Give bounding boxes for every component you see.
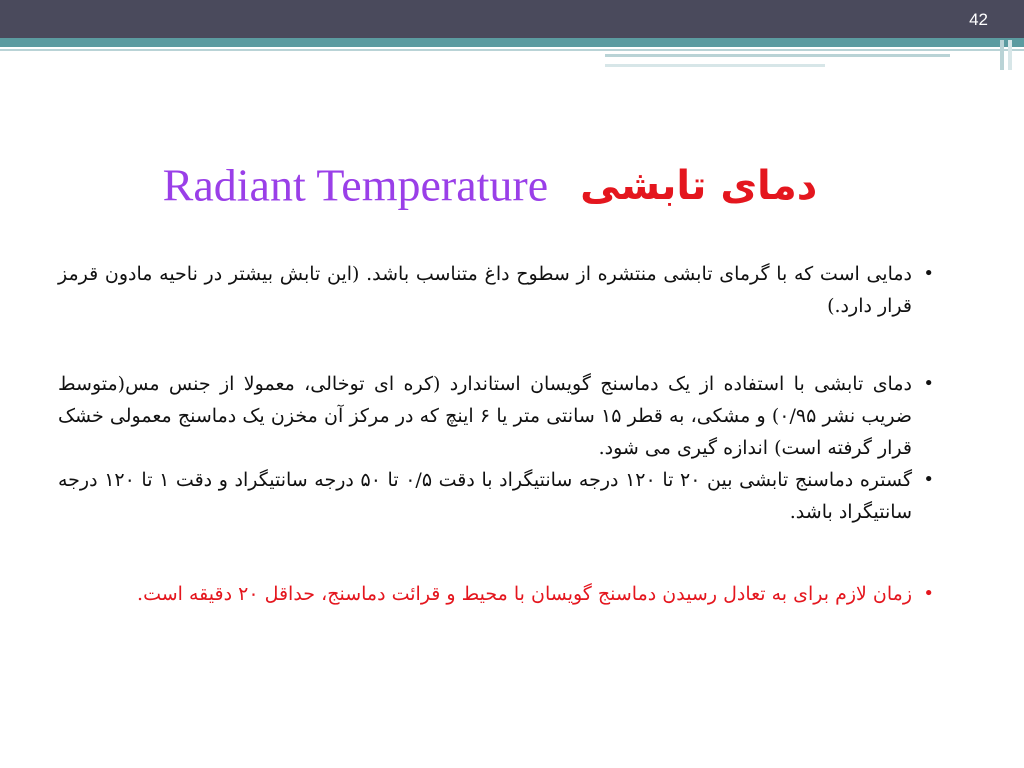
slide-number: 42: [969, 10, 988, 29]
bullet-text: زمان لازم برای به تعادل رسیدن دماسنج گویسان با محیط و قرائت دماسنج، حداقل ۲۰ دقیقه است.: [137, 583, 912, 605]
bullet-icon: •: [923, 373, 934, 394]
title-english: Radiant Temperature: [162, 159, 549, 211]
title-persian: دمای تابشی: [580, 162, 818, 209]
bullet-text: گستره دماسنج تابشی بین ۲۰ تا ۱۲۰ درجه سانتیگراد با دقت ۰/۵ تا ۵۰ درجه سانتیگراد و دقت ۱ تا ۱۲۰ درجه سانتیگراد باشد.: [58, 469, 913, 523]
bullet-item-highlighted: [58, 578, 934, 610]
bullet-item: [58, 258, 934, 322]
bullet-list: [58, 258, 934, 610]
decorative-vertical-bar: [1008, 40, 1012, 70]
bullet-icon: •: [923, 469, 934, 490]
header-divider-line: [0, 49, 1024, 51]
bullet-icon: •: [923, 263, 934, 284]
bullet-text: دمایی است که با گرمای تابشی منتشره از سطوح داغ متناسب باشد. (این تابش بیشتر در ناحیه مادون قرمز قرار دارد.): [58, 263, 912, 317]
decorative-bar: [605, 64, 825, 67]
header-accent-band: [0, 38, 1024, 47]
decorative-vertical-bar: [1000, 40, 1004, 70]
bullet-item: [58, 464, 934, 528]
slide-title: [80, 150, 900, 221]
decorative-bar: [605, 54, 950, 57]
bullet-text: دمای تابشی با استفاده از یک دماسنج گویسان استاندارد (کره ای توخالی، معمولا از جنس مس(متوسط ضریب نشر ۰/۹۵) و مشکی، به قطر ۱۵ سانتی متر یا ۶ اینچ که در مرکز آن مخزن یک دماسنج معمولی خشک قرار گرفته است) اندازه گیری می شود.: [58, 373, 912, 459]
bullet-item: [58, 368, 934, 464]
bullet-icon: •: [923, 583, 934, 604]
header-band: [0, 0, 1024, 38]
